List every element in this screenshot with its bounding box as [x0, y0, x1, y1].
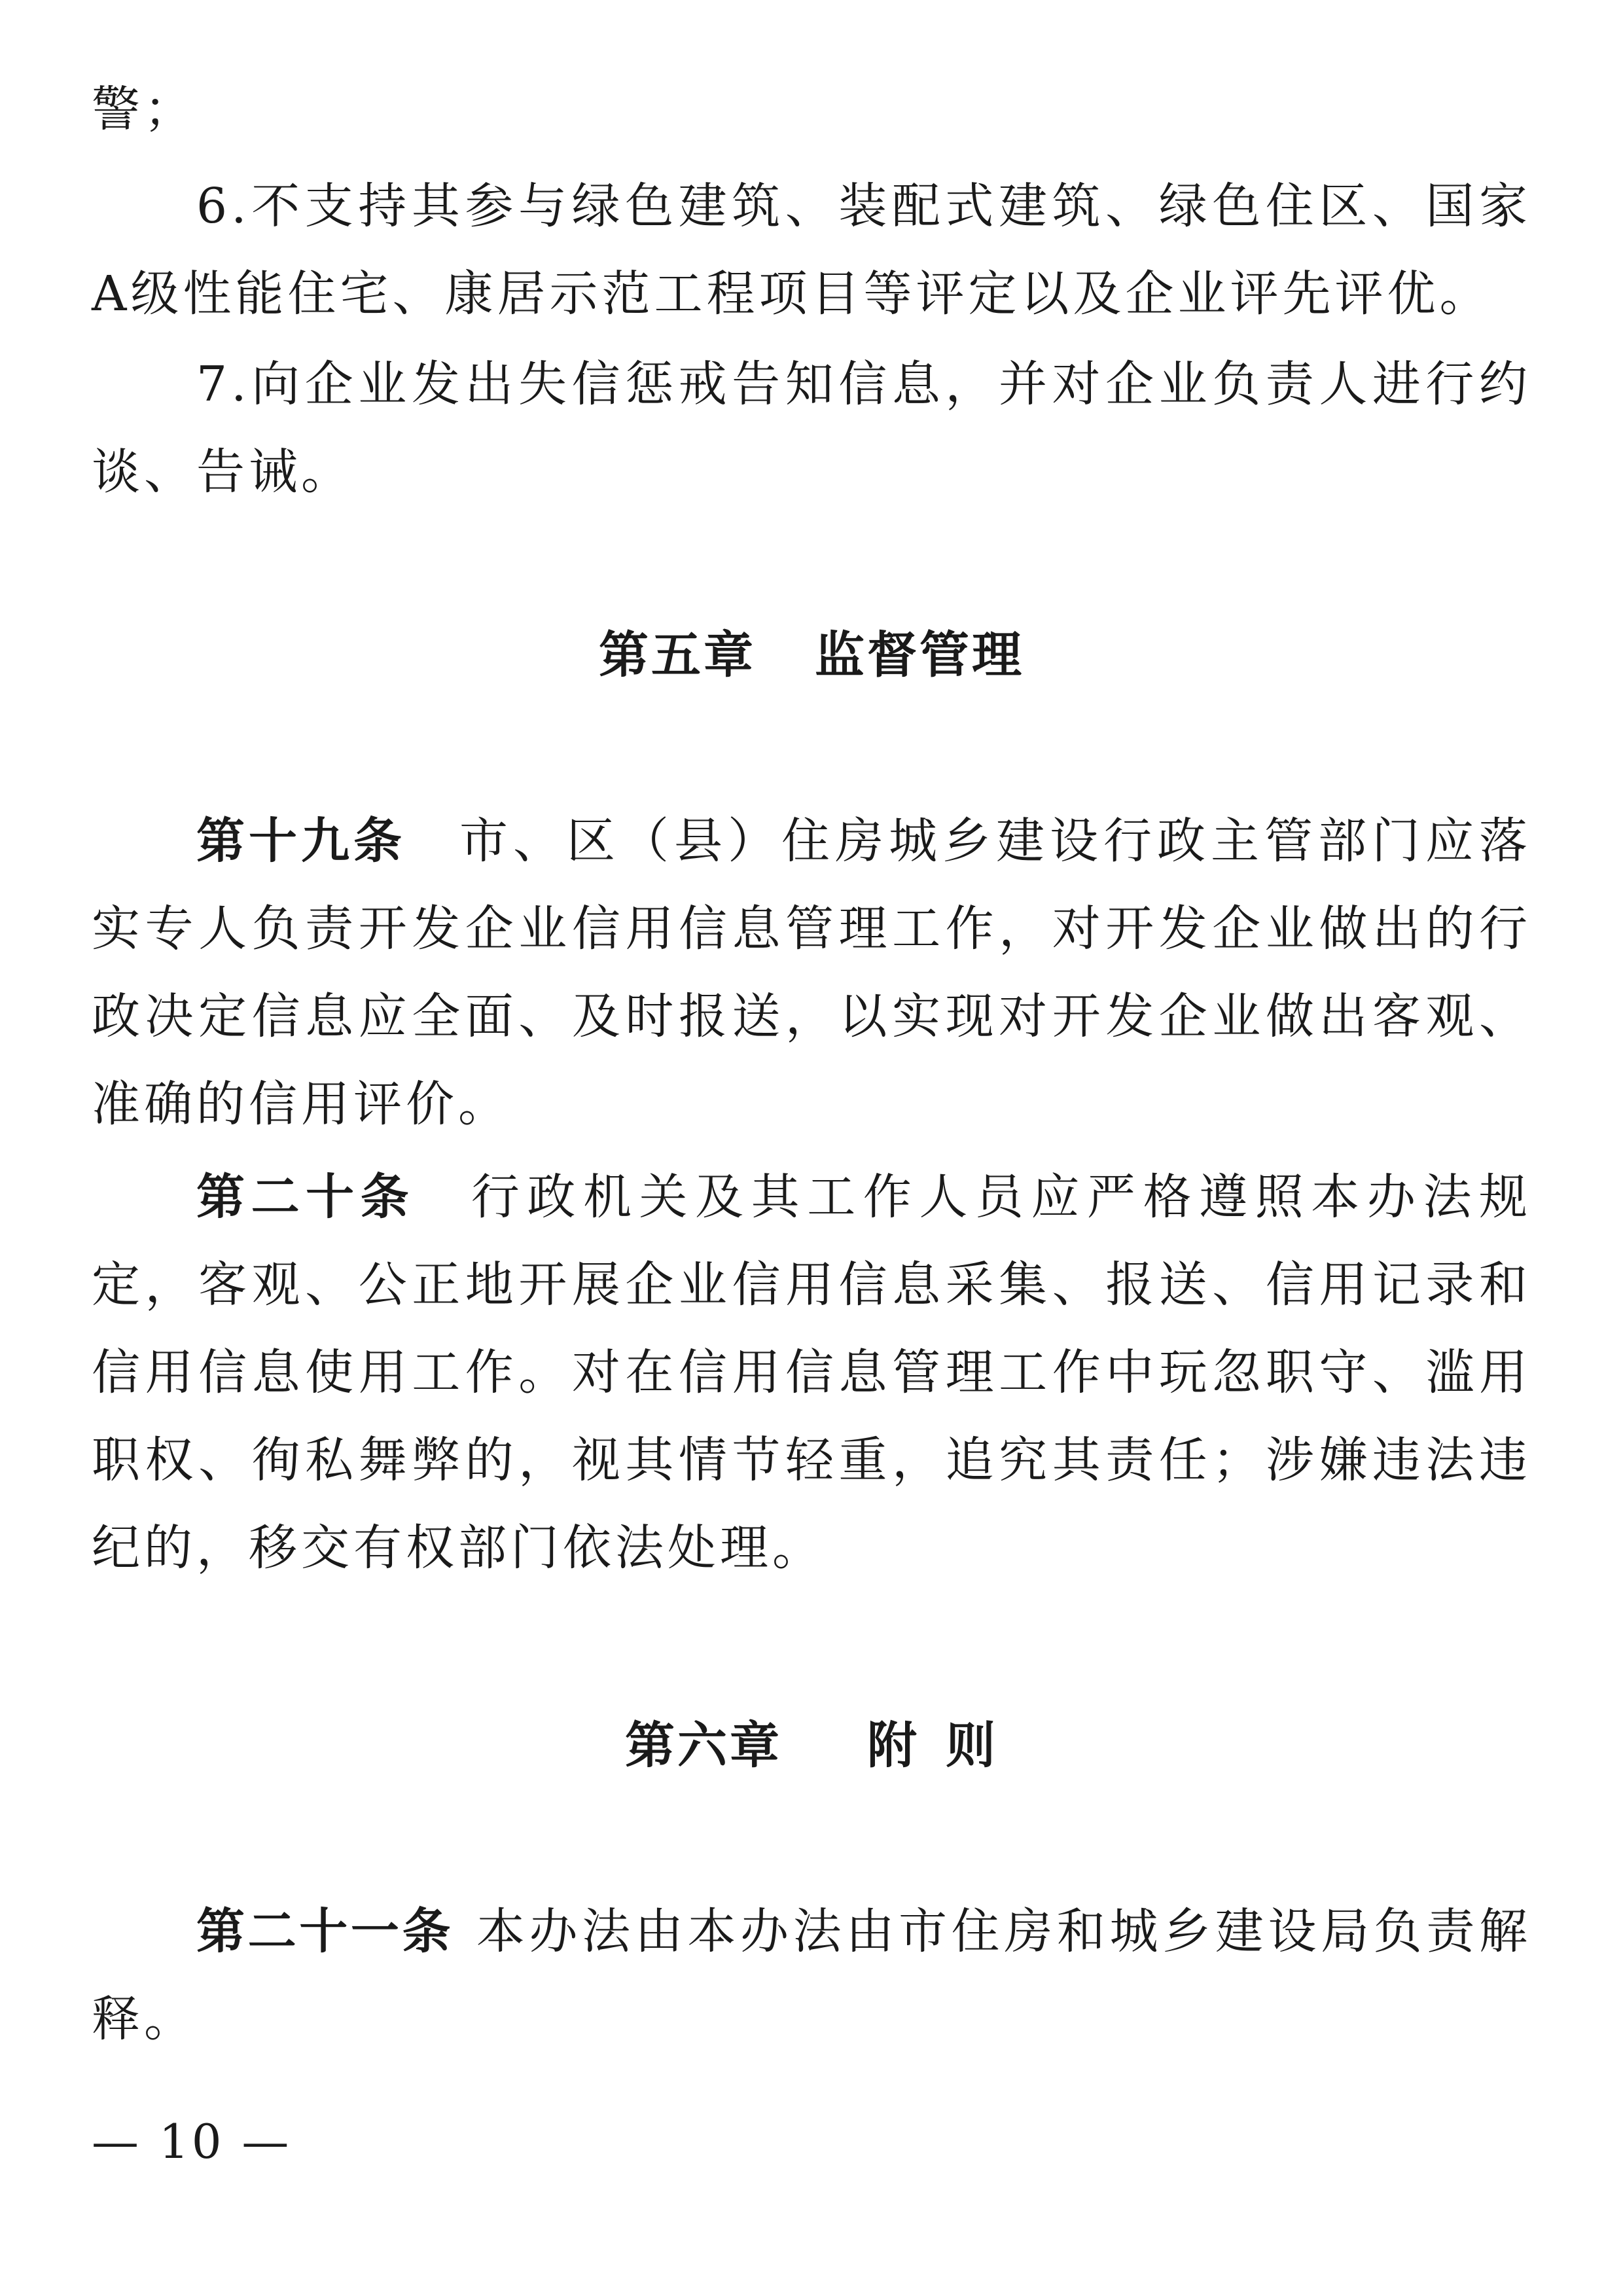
list-item-7: 7.向企业发出失信惩戒告知信息，并对企业负责人进行约谈、告诫。: [92, 356, 1531, 500]
list-item-6: 6.不支持其参与绿色建筑、装配式建筑、绿色住区、国家A级性能住宅、康居示范工程项目等评定以及企业评先评优。: [92, 178, 1531, 322]
page-number: — 10 —: [92, 2114, 292, 2169]
article-19-label: 第十九条: [196, 813, 406, 869]
chapter-5-number: 第五章: [599, 626, 756, 684]
chapter-6-title-b: 则: [946, 1716, 998, 1774]
article-19-text: 市、区（县）住房城乡建设行政主管部门应落实专人负责开发企业信用信息管理工作，对开发企业做出的行政决定信息应全面、及时报送，以实现对开发企业做出客观、准确的信用评价。: [92, 813, 1531, 1132]
chapter-5-heading: [0, 615, 1623, 687]
chapter-6-number: 第六章: [625, 1716, 782, 1774]
chapter-6-title-a: 附: [867, 1716, 919, 1774]
continuation-text: 警；: [92, 81, 196, 137]
article-19: [92, 797, 1531, 1148]
article-20: [92, 1153, 1531, 1592]
article-21: [92, 1888, 1531, 2063]
article-20-text: 行政机关及其工作人员应严格遵照本办法规定，客观、公正地开展企业信用信息采集、报送、信用记录和信用信息使用工作。对在信用信息管理工作中玩忽职守、滥用职权、徇私舞弊的，视其情节轻重，追究其责任；涉嫌违法违纪的，移交有权部门依法处理。: [92, 1169, 1532, 1576]
chapter-5-title: 监督管理: [815, 626, 1024, 684]
article-21-text: 本办法由本办法由市住房和城乡建设局负责解释。: [92, 1903, 1532, 2047]
chapter-6-heading: [0, 1706, 1623, 1777]
article-20-label: 第二十条: [196, 1169, 416, 1225]
article-21-label: 第二十一条: [196, 1903, 454, 1960]
